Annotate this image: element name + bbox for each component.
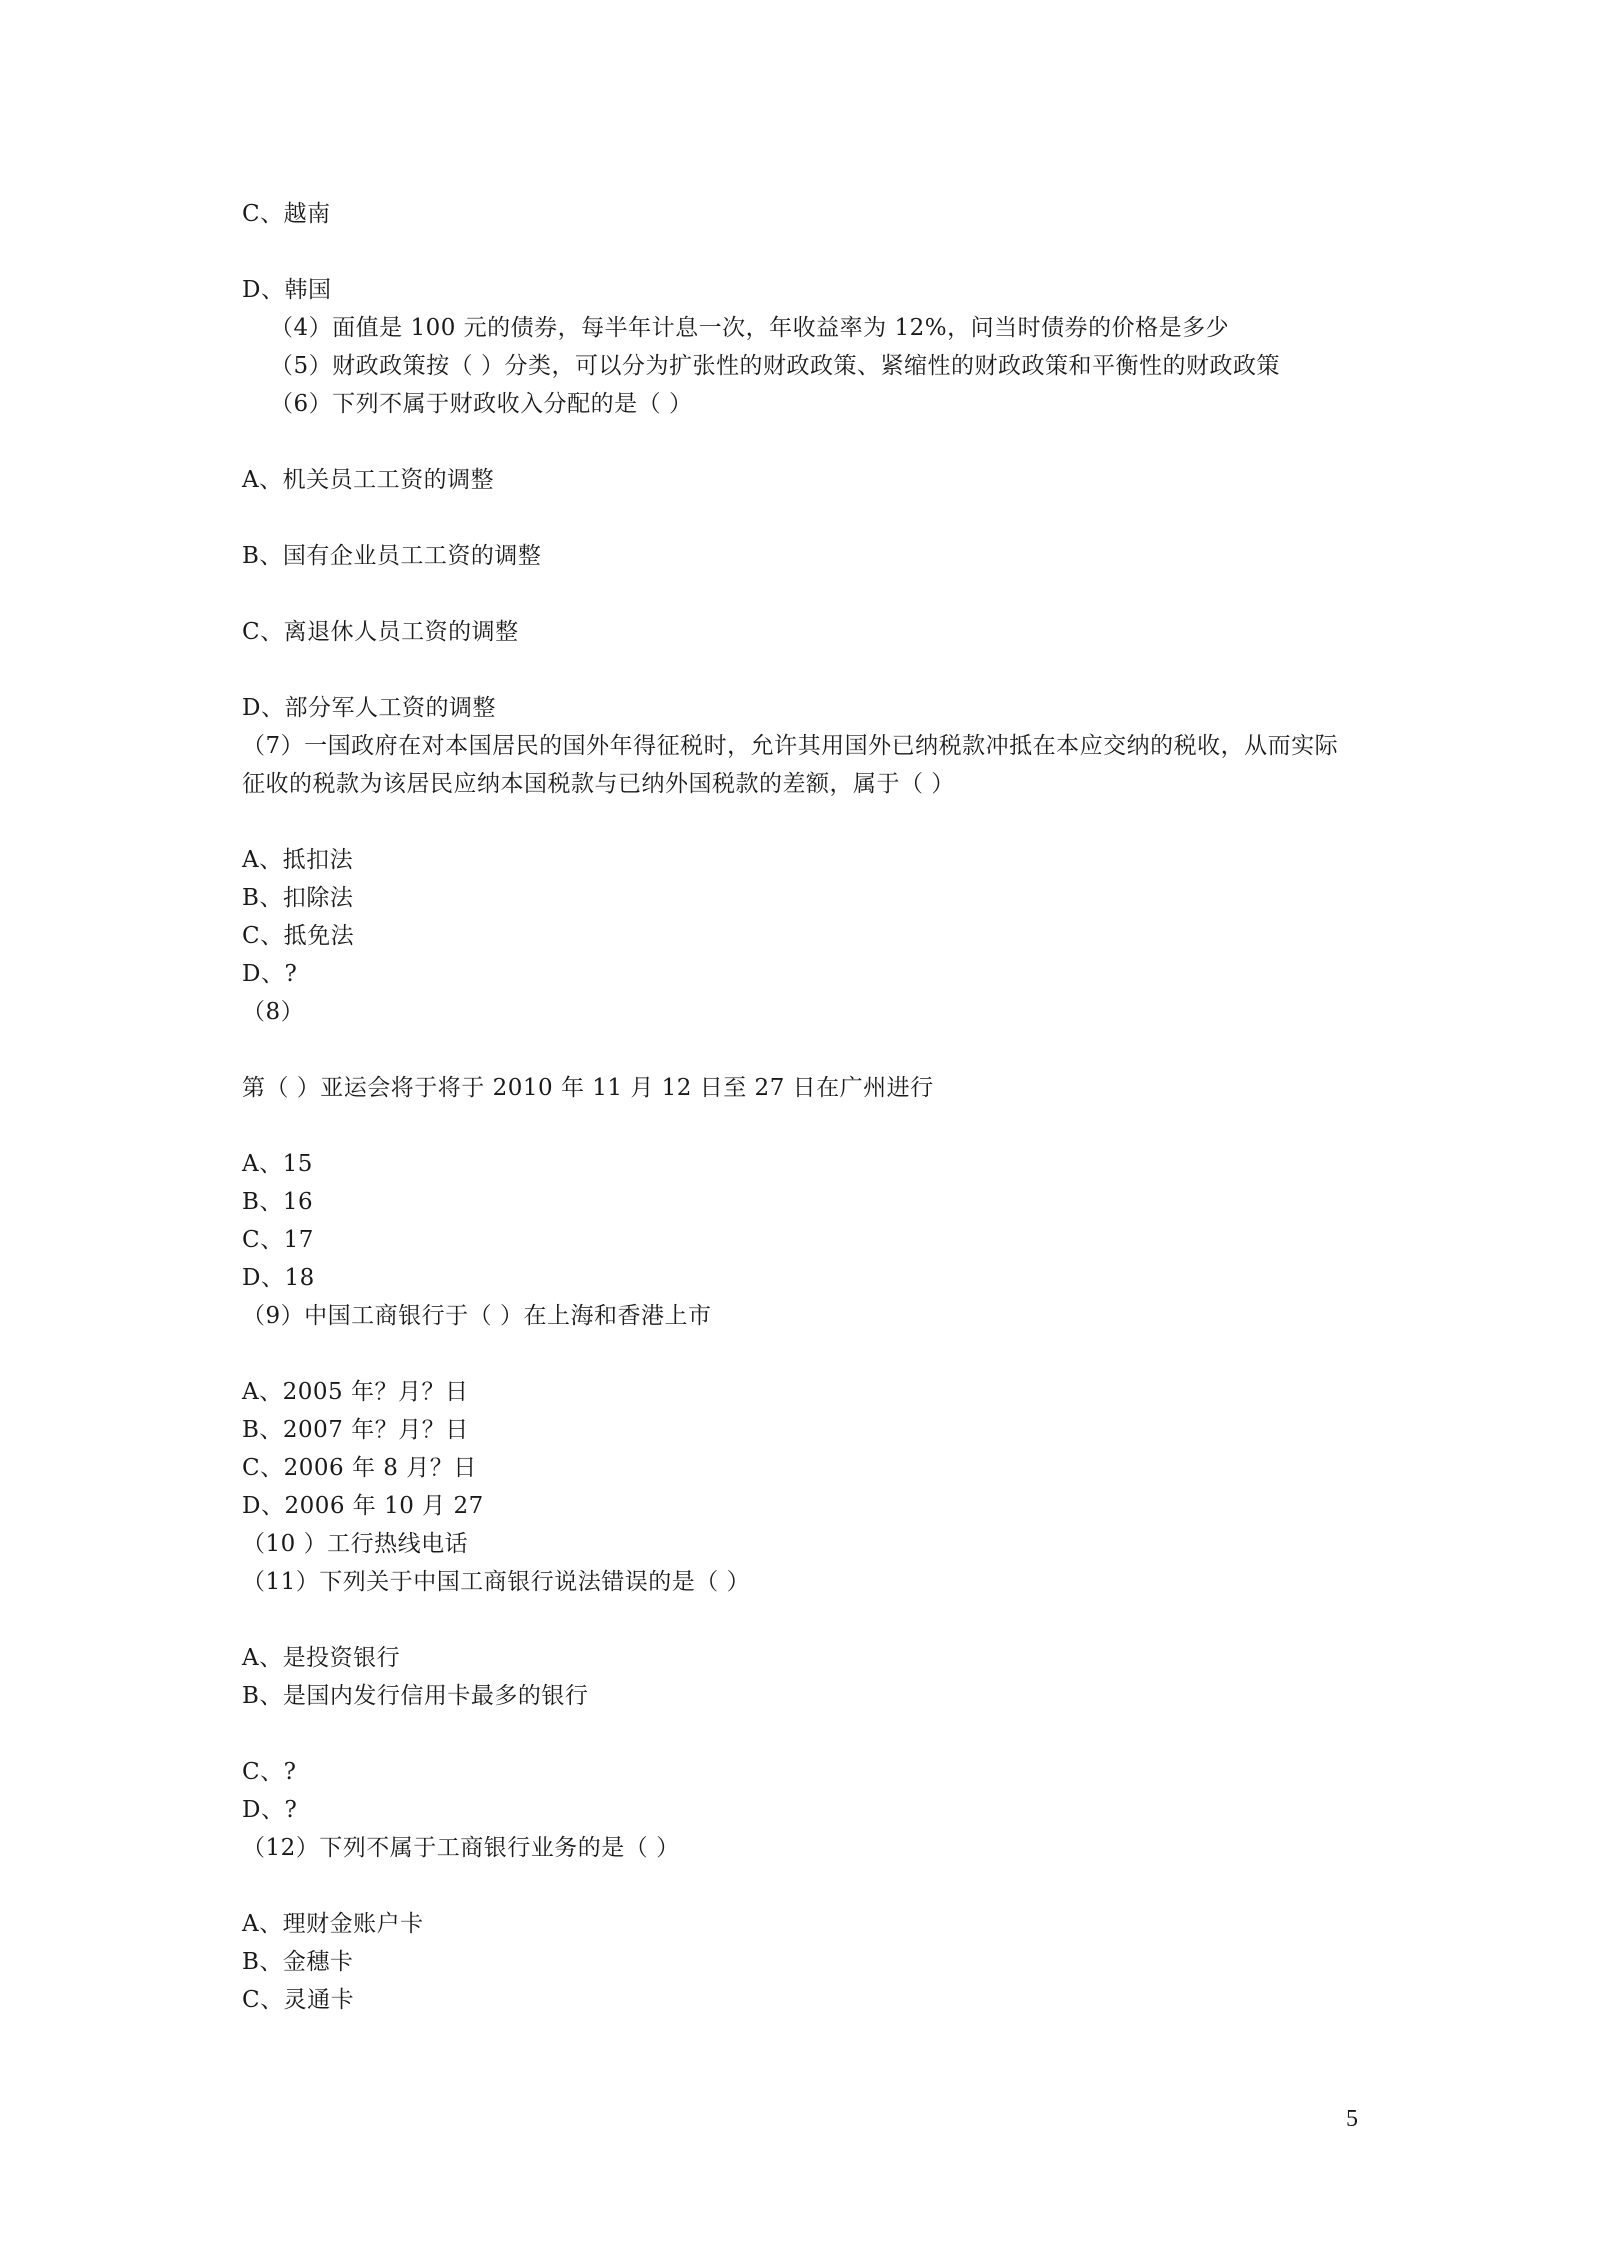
question-9: （9）中国工商银行于（ ）在上海和香港上市	[242, 1303, 712, 1329]
q12-option-b: B、金穗卡	[242, 1949, 354, 1975]
q8-option-d: D、18	[242, 1265, 315, 1291]
q9-option-c: C、2006 年 8 月？日	[242, 1455, 477, 1481]
q12-option-a: A、理财金账户卡	[242, 1911, 424, 1937]
question-7-line-1: （7）一国政府在对本国居民的国外年得征税时，允许其用国外已纳税款冲抵在本应交纳的税收，从而实际	[242, 733, 1339, 759]
q12-option-c: C、灵通卡	[242, 1987, 355, 2013]
question-5: （5）财政政策按（ ）分类，可以分为扩张性的财政政策、紧缩性的财政政策和平衡性的财政政策	[270, 353, 1280, 379]
option-c-vietnam: C、越南	[242, 201, 331, 227]
q8-option-c: C、17	[242, 1227, 314, 1253]
q6-option-c: C、离退休人员工资的调整	[242, 619, 519, 645]
q9-option-b: B、2007 年？月？日	[242, 1417, 469, 1443]
q11-option-c: C、?	[242, 1759, 297, 1785]
q6-option-d: D、部分军人工资的调整	[242, 695, 496, 721]
question-6: （6）下列不属于财政收入分配的是（ ）	[270, 391, 693, 417]
q11-option-a: A、是投资银行	[242, 1645, 401, 1671]
question-10: （10 ）工行热线电话	[242, 1531, 469, 1557]
q11-option-b: B、是国内发行信用卡最多的银行	[242, 1683, 589, 1709]
q11-option-d: D、?	[242, 1797, 298, 1823]
question-8-number: （8）	[242, 999, 305, 1025]
q6-option-a: A、机关员工工资的调整	[242, 467, 495, 493]
q6-option-b: B、国有企业员工工资的调整	[242, 543, 542, 569]
q7-option-c: C、抵免法	[242, 923, 355, 949]
q8-option-a: A、15	[242, 1151, 313, 1177]
q7-option-d: D、?	[242, 961, 298, 987]
q9-option-a: A、2005 年？月？日	[242, 1379, 469, 1405]
option-d-korea: D、韩国	[242, 277, 332, 303]
question-8: 第（ ）亚运会将于将于 2010 年 11 月 12 日至 27 日在广州进行	[242, 1075, 934, 1101]
question-12: （12）下列不属于工商银行业务的是（ ）	[242, 1835, 680, 1861]
page-number: 5	[1346, 2106, 1358, 2132]
q9-option-d: D、2006 年 10 月 27	[242, 1493, 484, 1519]
question-7-line-2: 征收的税款为该居民应纳本国税款与已纳外国税款的差额，属于（ ）	[242, 771, 955, 797]
q8-option-b: B、16	[242, 1189, 314, 1215]
question-4: （4）面值是 100 元的债券，每半年计息一次，年收益率为 12%，问当时债券的价格是多少	[270, 315, 1230, 341]
q7-option-a: A、抵扣法	[242, 847, 354, 873]
q7-option-b: B、扣除法	[242, 885, 354, 911]
question-11: （11）下列关于中国工商银行说法错误的是（ ）	[242, 1569, 751, 1595]
